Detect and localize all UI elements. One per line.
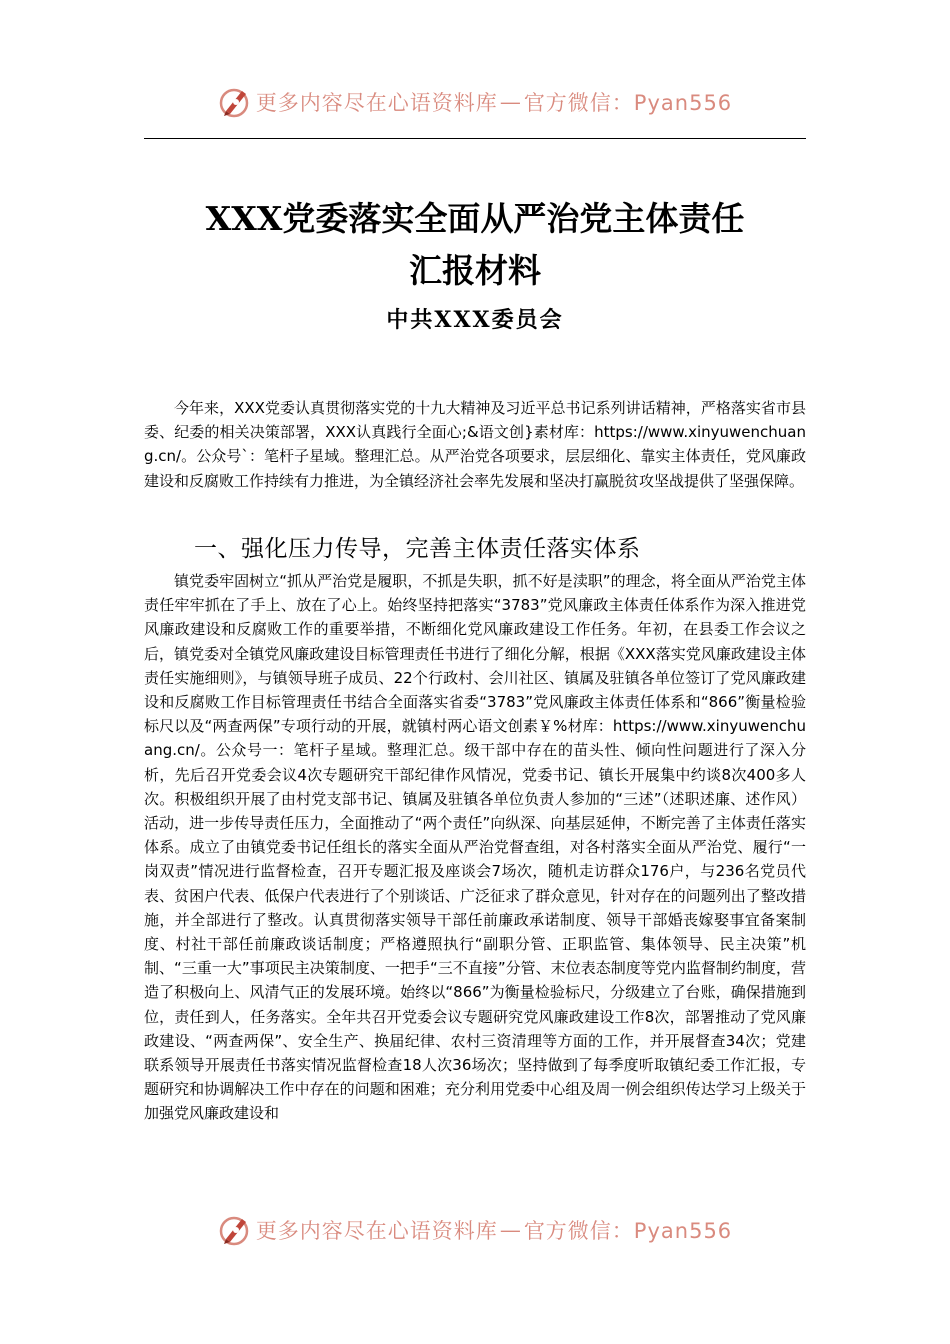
pen-logo-icon	[218, 1213, 252, 1247]
intro-paragraph: 今年来，XXX党委认真贯彻落实党的十九大精神及习近平总书记系列讲话精神，严格落实省市县委、纪委的相关决策部署，XXX认真践行全面心;&语文创}素材库：https://www.xinyuwenchuang.cn/。公众号`：笔杆子星域。整理汇总。从严治党各项要求，层层细化、靠实主体责任，党风廉政建设和反腐败工作持续有力推进，为全镇经济社会率先发展和坚决打赢脱贫攻坚战提供了坚强保障。	[144, 399, 806, 490]
pen-logo-icon	[218, 85, 252, 119]
watermark-footer	[0, 1210, 950, 1250]
watermark-header	[0, 82, 950, 122]
header-rule	[144, 138, 806, 139]
watermark-wechat: 官方微信：Pyan556	[523, 91, 733, 115]
watermark-separator: —	[499, 90, 522, 114]
title-line-2: 汇报材料	[409, 251, 541, 290]
watermark-text: 更多内容尽在心语资料库	[255, 91, 498, 115]
watermark-text: 更多内容尽在心语资料库	[255, 1219, 498, 1243]
organization-name: 中共XXX委员会	[386, 307, 564, 333]
watermark-separator: —	[499, 1218, 522, 1242]
section-heading-1: 一、强化压力传导，完善主体责任落实体系	[194, 536, 641, 562]
page-title	[144, 193, 806, 297]
watermark-wechat: 官方微信：Pyan556	[523, 1219, 733, 1243]
section-1-paragraph: 镇党委牢固树立“抓从严治党是履职，不抓是失职，抓不好是渎职”的理念，将全面从严治党主体责任牢牢抓在了手上、放在了心上。始终坚持把落实“3783”党风廉政主体责任体系作为深入推进党风廉政建设和反腐败工作的重要举措，不断细化党风廉政建设工作任务。年初，在县委工作会议之后，镇党委对全镇党风廉政建设目标管理责任书进行了细化分解，根据《XXX落实党风廉政建设主体责任实施细则》，与镇领导班子成员、22个行政村、会川社区、镇属及驻镇各单位签订了党风廉政建设和反腐败工作目标管理责任书结合全面落实省委“3783”党风廉政主体责任体系和“866”衡量检验标尺以及“两查两保”专项行动的开展，就镇村两心语文创素￥%材库：https://www.xinyuwenchuang.cn/。公众号一：笔杆子星域。整理汇总。级干部中存在的苗头性、倾向性问题进行了深入分析，先后召开党委会议4次专题研究干部纪律作风情况，党委书记、镇长开展集中约谈8次400多人次。积极组织开展了由村党支部书记、镇属及驻镇各单位负责人参加的“三述”（述职述廉、述作风）活动，进一步传导责任压力，全面推动了“两个责任”向纵深、向基层延伸，不断完善了主体责任落实体系。成立了由镇党委书记任组长的落实全面从严治党督查组，对各村落实全面从严治党、履行“一岗双责”情况进行监督检查，召开专题汇报及座谈会7场次，随机走访群众176户，与236名党员代表、贫困户代表、低保户代表进行了个别谈话、广泛征求了群众意见，针对存在的问题列出了整改措施，并全部进行了整改。认真贯彻落实领导干部任前廉政承诺制度、领导干部婚丧嫁娶事宜备案制度、村社干部任前廉政谈话制度；严格遵照执行“副职分管、正职监管、集体领导、民主决策”机制、“三重一大”事项民主决策制度、一把手“三不直接”分管、末位表态制度等党内监督制约制度，营造了积极向上、风清气正的发展环境。始终以“866”为衡量检验标尺，分级建立了台账，确保措施到位，责任到人，任务落实。全年共召开党委会议专题研究党风廉政建设工作8次，部署推动了党风廉政建设、“两查两保”、安全生产、换届纪律、农村三资清理等方面的工作，并开展督查34次；党建联系领导开展责任书落实情况监督检查18人次36场次；坚持做到了每季度听取镇纪委工作汇报，专题研究和协调解决工作中存在的问题和困难；充分利用党委中心组及周一例会组织传达学习上级关于加强党风廉政建设和	[144, 572, 806, 1123]
title-line-1: XXX党委落实全面从严治党主体责任	[205, 199, 745, 238]
